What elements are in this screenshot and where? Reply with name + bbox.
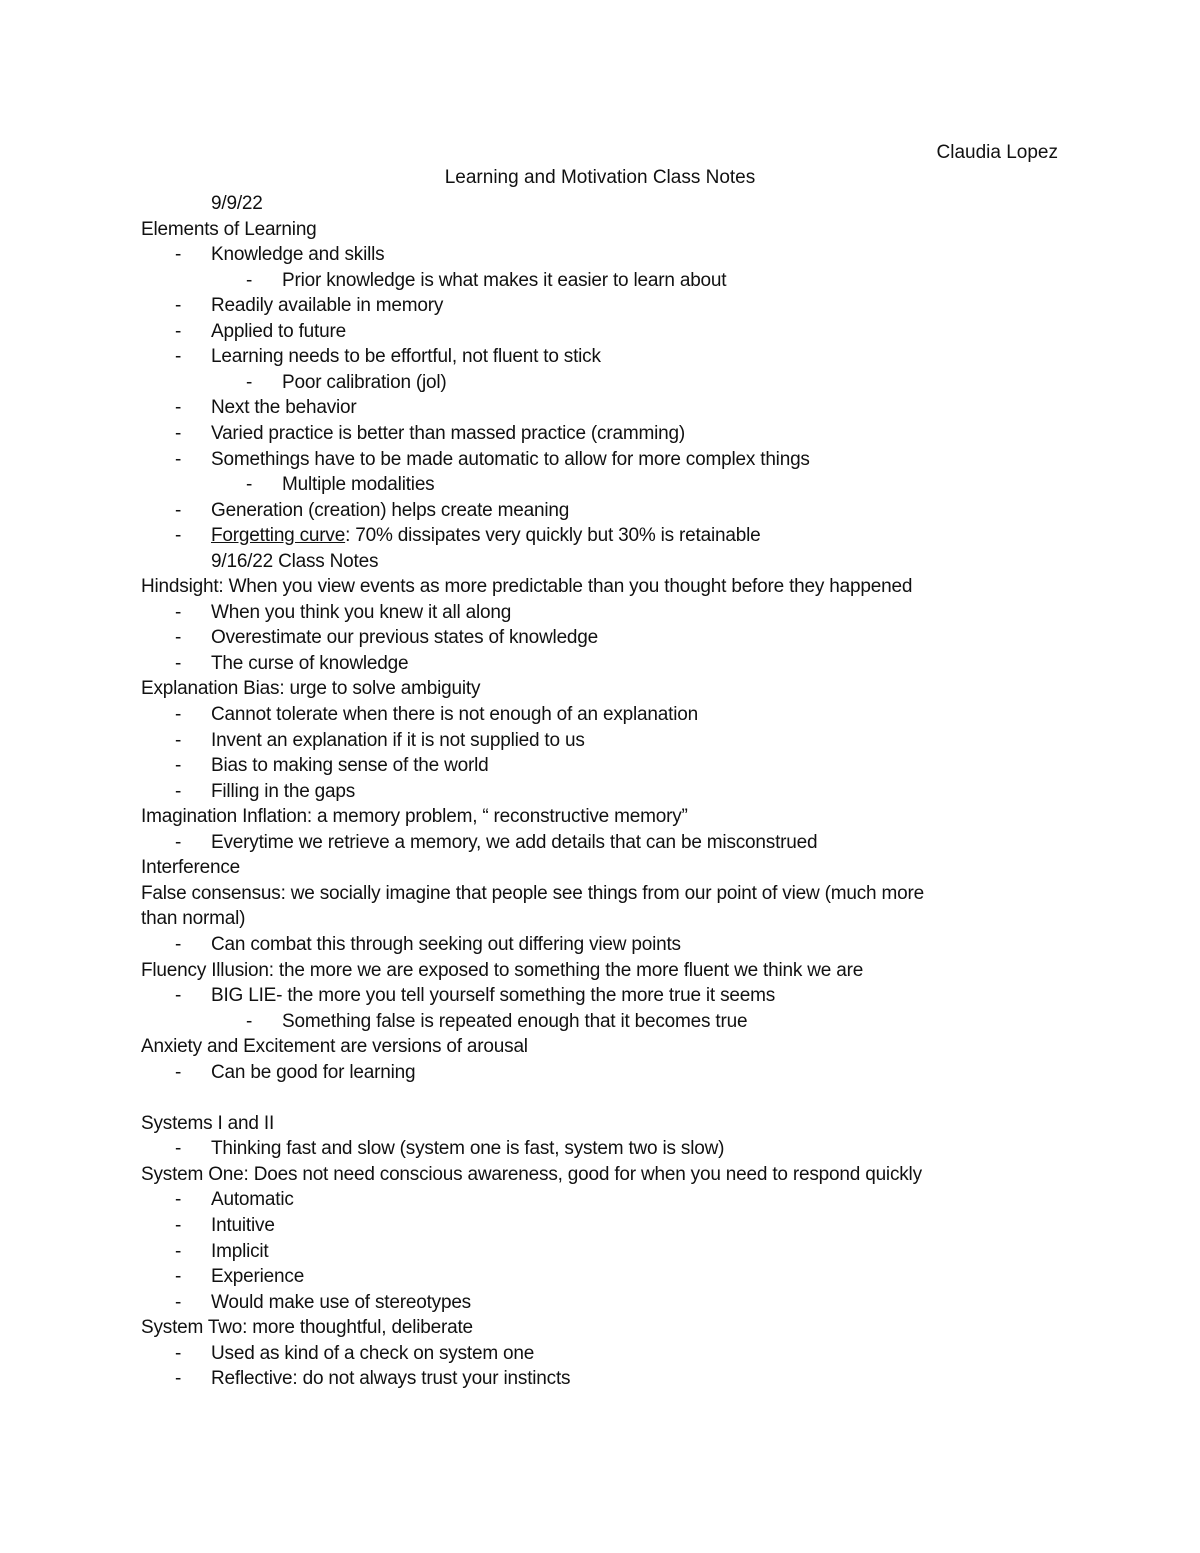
note-heading: Anxiety and Excitement are versions of arousal	[141, 1036, 528, 1058]
bullet-text: BIG LIE- the more you tell yourself something the more true it seems	[211, 985, 776, 1007]
bullet-dash: -	[175, 1240, 182, 1262]
bullet-dash: -	[175, 295, 182, 317]
bullet-text: Prior knowledge is what makes it easier to learn about	[282, 269, 727, 291]
note-heading: than normal)	[141, 908, 246, 930]
bullet-text: Overestimate our previous states of knowledge	[211, 627, 599, 649]
author-name: Claudia Lopez	[936, 142, 1058, 163]
bullet-text: Poor calibration (jol)	[282, 371, 447, 393]
bullet-text: Experience	[211, 1266, 305, 1288]
bullet-dash: -	[175, 985, 182, 1007]
bullet-text: Filling in the gaps	[211, 780, 356, 802]
bullet-dash: -	[175, 422, 182, 444]
bullet-text: Somethings have to be made automatic to allow for more complex things	[211, 448, 810, 470]
bullet-text: Learning needs to be effortful, not fluent to stick	[211, 346, 601, 368]
document-title: Learning and Motivation Class Notes	[444, 167, 756, 188]
bullet-dash: -	[175, 755, 182, 777]
bullet-dash: -	[175, 499, 182, 521]
bullet-text: Knowledge and skills	[211, 244, 385, 266]
bullet-dash: -	[175, 397, 182, 419]
bullet-text: Used as kind of a check on system one	[211, 1342, 535, 1364]
bullet-dash: -	[175, 1368, 182, 1390]
bullet-dash: -	[175, 831, 182, 853]
bullet-dash: -	[175, 1342, 182, 1364]
bullet-text: Applied to future	[211, 320, 346, 342]
bullet-dash: -	[175, 1215, 182, 1236]
bullet-dash: -	[175, 704, 182, 725]
bullet-text: Automatic	[211, 1189, 294, 1211]
bullet-dash: -	[175, 729, 182, 751]
date-heading: 9/16/22 Class Notes	[211, 550, 379, 572]
bullet-dash: -	[175, 601, 182, 623]
note-heading: Fluency Illusion: the more we are exposed to something the more fluent we think we are	[141, 959, 864, 981]
bullet-text: Next the behavior	[211, 397, 357, 419]
bullet-text: Can combat this through seeking out differing view points	[211, 933, 681, 955]
bullet-text	[211, 523, 761, 549]
note-heading: Hindsight: When you view events as more predictable than you thought before they happened	[141, 576, 913, 598]
bullet-text: Generation (creation) helps create meaning	[211, 499, 570, 521]
bullet-text: Reflective: do not always trust your instincts	[211, 1368, 571, 1390]
bullet-dash: -	[175, 627, 182, 649]
bullet-dash: -	[175, 1291, 182, 1313]
bullet-dash: -	[175, 933, 182, 955]
bullet-dash: -	[175, 1266, 182, 1288]
bullet-text: Readily available in memory	[211, 295, 444, 317]
bullet-text: Cannot tolerate when there is not enough of an explanation	[211, 704, 698, 725]
bullet-text: Invent an explanation if it is not supplied to us	[211, 729, 585, 751]
bullet-dash: -	[246, 474, 253, 496]
bullet-dash: -	[246, 269, 253, 291]
bullet-text: Implicit	[211, 1240, 269, 1262]
note-heading: System One: Does not need conscious awareness, good for when you need to respond quickly	[141, 1163, 922, 1185]
note-heading: Systems I and II	[141, 1112, 275, 1134]
bullet-dash: -	[175, 780, 182, 802]
bullet-text: Multiple modalities	[282, 474, 435, 496]
bullet-dash: -	[175, 346, 182, 368]
note-heading: False consensus: we socially imagine that people see things from our point of view (much more	[141, 882, 924, 904]
bullet-dash: -	[246, 371, 253, 393]
bullet-dash: -	[175, 652, 182, 674]
bullet-dash: -	[175, 244, 182, 266]
date-heading: 9/9/22	[211, 193, 263, 214]
bullet-text: Thinking fast and slow (system one is fast, system two is slow)	[211, 1138, 725, 1160]
bullet-text-rest: : 70% dissipates very quickly but 30% is retainable	[345, 525, 761, 547]
bullet-text: Can be good for learning	[211, 1061, 416, 1083]
bullet-dash: -	[175, 1138, 182, 1160]
bullet-dash: -	[175, 320, 182, 342]
bullet-dash: -	[175, 1061, 182, 1083]
bullet-text: Everytime we retrieve a memory, we add details that can be misconstrued	[211, 831, 818, 853]
bullet-dash: -	[175, 525, 182, 547]
note-heading: Explanation Bias: urge to solve ambiguity	[141, 678, 481, 700]
bullet-text: Intuitive	[211, 1215, 275, 1236]
bullet-dash: -	[175, 1189, 182, 1211]
bullet-dash: -	[246, 1010, 253, 1032]
bullet-text: Something false is repeated enough that it becomes true	[282, 1010, 748, 1032]
bullet-text: The curse of knowledge	[211, 652, 409, 674]
bullet-dash: -	[175, 448, 182, 470]
note-heading: System Two: more thoughtful, deliberate	[141, 1317, 473, 1339]
bullet-text: Varied practice is better than massed practice (cramming)	[211, 422, 685, 444]
bullet-text: When you think you knew it all along	[211, 601, 512, 623]
note-heading: Interference	[141, 857, 240, 879]
note-heading: Imagination Inflation: a memory problem, “ reconstructive memory”	[141, 806, 688, 828]
note-heading: Elements of Learning	[141, 218, 317, 240]
underlined-term: Forgetting curve	[211, 525, 346, 547]
bullet-text: Bias to making sense of the world	[211, 755, 489, 777]
bullet-text: Would make use of stereotypes	[211, 1291, 471, 1313]
